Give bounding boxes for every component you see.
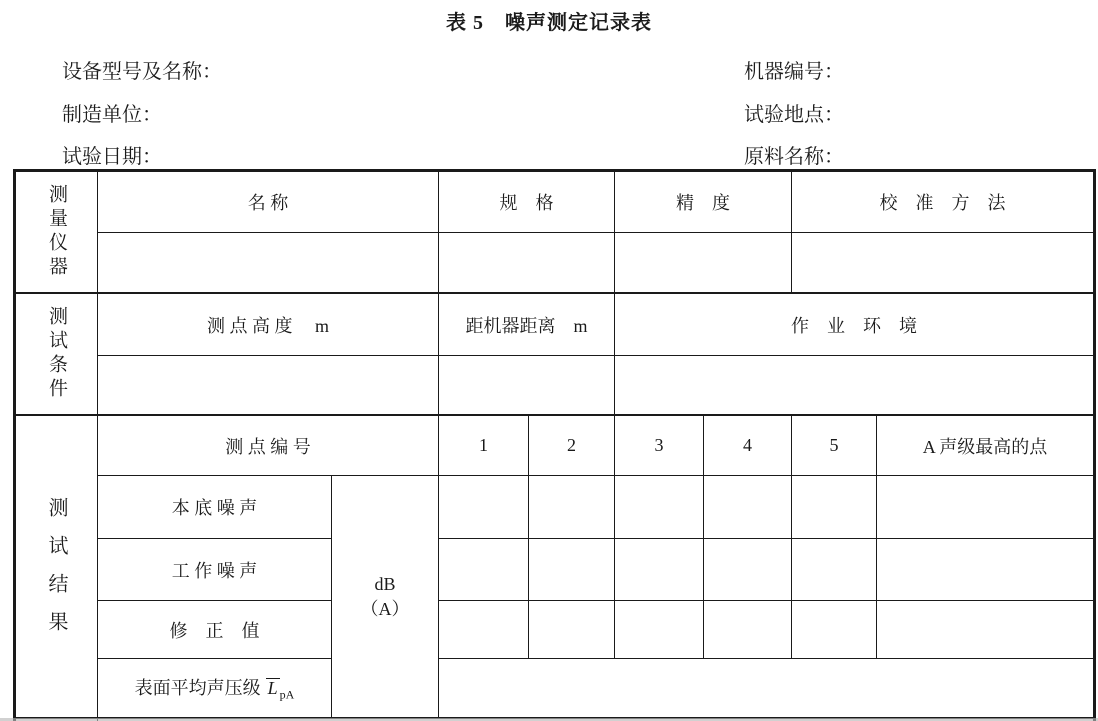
data-cell-working-3: [615, 539, 704, 601]
data-cell-working-4: [704, 539, 792, 601]
data-cell-working-5: [792, 539, 877, 601]
row-header-surface-pressure-level: [98, 659, 332, 719]
col-header-point-3: 3: [615, 415, 704, 476]
surface-pressure-symbol: L: [267, 677, 278, 698]
data-cell-correction-3: [615, 601, 704, 659]
unit-cell-dba: [332, 476, 439, 719]
section-header-instruments: [15, 171, 98, 294]
data-cell-working-2: [529, 539, 615, 601]
data-cell-correction-max: [877, 601, 1095, 659]
data-cell-background-1: [439, 476, 529, 539]
data-cell-correction-2: [529, 601, 615, 659]
empty-cell-machine-distance: [439, 356, 615, 416]
col-header-precision: 精 度: [615, 171, 792, 233]
empty-cell-instrument-precision: [615, 233, 792, 294]
field-equipment-model: 设备型号及名称：: [62, 61, 222, 83]
section-header-instruments-label: 测量仪器: [46, 184, 67, 280]
empty-cell-instrument-calibration: [792, 233, 1095, 294]
data-cell-correction-4: [704, 601, 792, 659]
section-header-conditions: [15, 293, 98, 415]
col-header-max-a-level: A 声级最高的点: [877, 415, 1095, 476]
data-cell-background-4: [704, 476, 792, 539]
data-cell-working-1: [439, 539, 529, 601]
col-header-point-2: 2: [529, 415, 615, 476]
row-header-correction-value: 修 正 值: [98, 601, 332, 659]
field-manufacturer: 制造单位：: [62, 104, 162, 126]
data-cell-correction-1: [439, 601, 529, 659]
data-cell-surface-merged: [439, 659, 1095, 719]
empty-cell-instrument-spec: [439, 233, 615, 294]
col-header-calibration: 校 准 方 法: [792, 171, 1095, 233]
col-header-point-4: 4: [704, 415, 792, 476]
unit-dba-line1: dB: [374, 573, 396, 594]
field-test-date: 试验日期：: [62, 146, 162, 168]
col-header-point-height: 测 点 高 度 m: [98, 293, 439, 356]
data-cell-correction-5: [792, 601, 877, 659]
noise-record-table: [13, 169, 1096, 721]
col-header-spec: 规 格: [439, 171, 615, 233]
unit-dba-line2: （A）: [360, 598, 410, 619]
row-header-point-number: 测 点 编 号: [98, 415, 439, 476]
field-test-location: 试验地点：: [744, 104, 844, 126]
data-cell-working-max: [877, 539, 1095, 601]
surface-pressure-label: 表面平均声压级: [134, 677, 261, 698]
section-header-conditions-label: 测试条件: [46, 306, 67, 402]
col-header-machine-distance: 距机器距离 m: [439, 293, 615, 356]
empty-cell-point-height: [98, 356, 439, 416]
data-cell-background-2: [529, 476, 615, 539]
data-cell-background-max: [877, 476, 1095, 539]
col-header-point-1: 1: [439, 415, 529, 476]
empty-cell-work-environment: [615, 356, 1095, 416]
col-header-name: 名 称: [98, 171, 439, 233]
data-cell-background-5: [792, 476, 877, 539]
surface-pressure-subscript: pA: [279, 687, 295, 702]
row-header-background-noise: 本 底 噪 声: [98, 476, 332, 539]
section-header-results-label: 测试结果: [45, 497, 67, 649]
empty-cell-instrument-name: [98, 233, 439, 294]
row-header-working-noise: 工 作 噪 声: [98, 539, 332, 601]
field-material-name: 原料名称：: [744, 146, 844, 168]
data-cell-background-3: [615, 476, 704, 539]
col-header-point-5: 5: [792, 415, 877, 476]
page-title: 表 5 噪声测定记录表: [446, 12, 652, 34]
section-header-results: [15, 415, 98, 718]
field-machine-number: 机器编号：: [744, 61, 844, 83]
col-header-work-environment: 作 业 环 境: [615, 293, 1095, 356]
